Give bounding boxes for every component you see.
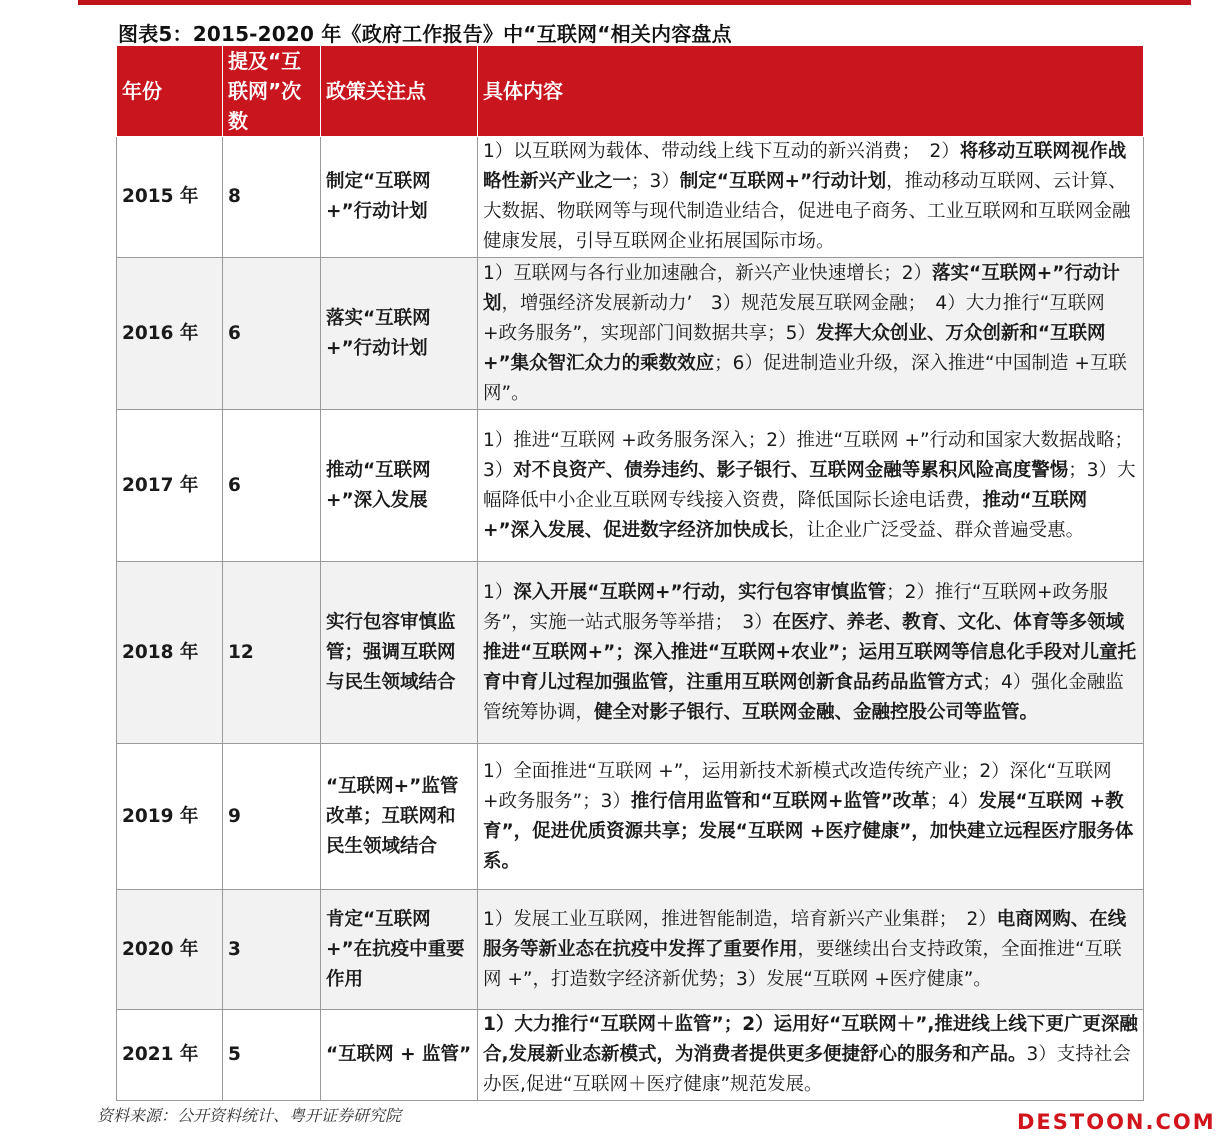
detail-text: 1）推进“互联网 +政务服务深入；2）推进“互联网 +”行动和国家大数据战略；3）	[483, 429, 1134, 481]
detail-emphasis: 推动“互联网 +”深入发展、促进数字经济加快成长	[483, 489, 1088, 541]
detail-text: ；3）大幅降低中小企业互联网专线接入资费，降低国际长途电话费，	[483, 459, 1136, 511]
table-row	[117, 890, 1144, 1010]
detail-text: ，增强经济发展新动力’ 3）规范发展互联网金融； 4）大力推行“互联网+政务服务”，实现部门间数据共享；5）	[483, 292, 1105, 344]
cell-focus: 实行包容审慎监管；强调互联网与民生领域结合	[321, 562, 478, 744]
detail-text: 1）全面推进“互联网 +”，运用新技术新模式改造传统产业；2）深化“互联网+政务服务”；3）	[483, 760, 1112, 812]
cell-detail	[478, 890, 1144, 1010]
detail-text: 1）发展工业互联网，推进智能制造，培育新兴产业集群； 2）	[483, 908, 997, 930]
policy-table	[116, 45, 1144, 1101]
detail-emphasis: 深入开展“互联网+”行动，实行包容审慎监管	[513, 581, 887, 603]
detail-emphasis: 健全对影子银行、互联网金融、金融控股公司等监管。	[594, 701, 1039, 723]
detail-text: ；6）促进制造业升级，深入推进“中国制造 +互联网”。	[483, 352, 1127, 404]
cell-count: 6	[223, 410, 321, 562]
header-year: 年份	[117, 46, 223, 137]
cell-year: 2017 年	[117, 410, 223, 562]
detail-text: 1）以互联网为载体、带动线上线下互动的新兴消费； 2）	[483, 141, 960, 162]
detail-text: 1）互联网与各行业加速融合，新兴产业快速增长；2）	[483, 262, 933, 284]
cell-focus: 落实“互联网+”行动计划	[321, 258, 478, 410]
cell-focus: “互联网 + 监管”	[321, 1010, 478, 1101]
detail-text: ；4）	[929, 790, 979, 812]
header-detail: 具体内容	[478, 46, 1144, 137]
source-note: 资料来源：公开资料统计、粤开证券研究院	[97, 1106, 402, 1125]
watermark-text: DESTOON.COM	[1017, 1110, 1216, 1134]
table-row	[117, 137, 1144, 258]
cell-detail	[478, 562, 1144, 744]
figure-title: 图表5：2015-2020 年《政府工作报告》中“互联网“相关内容盘点	[118, 22, 732, 46]
cell-count: 9	[223, 744, 321, 890]
cell-detail	[478, 1010, 1144, 1101]
cell-detail	[478, 410, 1144, 562]
cell-count: 3	[223, 890, 321, 1010]
cell-count: 8	[223, 137, 321, 258]
detail-text: 3）支持社会办医,促进“互联网＋医疗健康”规范发展。	[483, 1044, 1131, 1095]
detail-emphasis: 发挥大众创业、万众创新和“互联网+”集众智汇众力的乘数效应	[483, 322, 1106, 374]
cell-count: 6	[223, 258, 321, 410]
detail-emphasis: 电商网购、在线服务等新业态在抗疫中发挥了重要作用	[483, 908, 1127, 960]
cell-detail	[478, 137, 1144, 258]
table-row	[117, 410, 1144, 562]
header-count: 提及“互联网”次数	[223, 46, 321, 137]
header-focus: 政策关注点	[321, 46, 478, 137]
cell-detail	[478, 258, 1144, 410]
cell-focus: 肯定“互联网+”在抗疫中重要作用	[321, 890, 478, 1010]
detail-emphasis: 对不良资产、债券违约、影子银行、互联网金融等累积风险高度警惕	[513, 459, 1069, 481]
cell-year: 2019 年	[117, 744, 223, 890]
table-row	[117, 258, 1144, 410]
detail-text: 1）	[483, 581, 514, 603]
detail-text: ，要继续出台支持政策，全面推进“互联网 +”，打造数字经济新优势；3）发展“互联网 +医疗健康”。	[483, 938, 1122, 990]
detail-text: ；4）强化金融监管统筹协调，	[483, 671, 1124, 723]
table-row	[117, 1010, 1144, 1101]
cell-year: 2021 年	[117, 1010, 223, 1101]
cell-focus: 推动“互联网 +”深入发展	[321, 410, 478, 562]
detail-text: ；3）	[631, 171, 680, 192]
cell-year: 2015 年	[117, 137, 223, 258]
table-row	[117, 562, 1144, 744]
cell-count: 12	[223, 562, 321, 744]
cell-detail	[478, 744, 1144, 890]
cell-focus: 制定“互联网+”行动计划	[321, 137, 478, 258]
top-accent-rule	[78, 0, 1191, 5]
detail-text: ，让企业广泛受益、群众普遍受惠。	[788, 519, 1085, 541]
detail-emphasis: 推行信用监管和“互联网+监管”改革	[630, 790, 930, 812]
cell-year: 2016 年	[117, 258, 223, 410]
cell-focus: “互联网+”监管改革；互联网和民生领域结合	[321, 744, 478, 890]
detail-emphasis: 落实“互联网+”行动计划	[483, 262, 1120, 314]
detail-emphasis: 发展“互联网 +教育”，促进优质资源共享；发展“互联网 +医疗健康”，加快建立远程医疗服务体系。	[483, 790, 1134, 872]
watermark-logo	[1017, 1110, 1216, 1134]
table-row	[117, 744, 1144, 890]
cell-count: 5	[223, 1010, 321, 1101]
cell-year: 2018 年	[117, 562, 223, 744]
detail-emphasis: 制定“互联网+”行动计划	[679, 171, 887, 192]
detail-emphasis: 将移动互联网视作战略性新兴产业之一	[483, 141, 1127, 192]
detail-text: ；2）推行“互联网+政务服务”，实施一站式服务等举措； 3）	[483, 581, 1108, 633]
detail-text: ，推动移动互联网、云计算、大数据、物联网等与现代制造业结合，促进电子商务、工业互联网和互联网金融健康发展，引导互联网企业拓展国际市场。	[483, 171, 1131, 252]
detail-emphasis: 在医疗、养老、教育、文化、体育等多领域推进“互联网+”；深入推进“互联网+农业”；运用互联网等信息化手段对儿童托育中育儿过程加强监管，注重用互联网创新食品药品监管方式	[483, 611, 1137, 693]
cell-year: 2020 年	[117, 890, 223, 1010]
detail-emphasis: 1）大力推行“互联网＋监管”；2）运用好“互联网＋”,推进线上线下更广更深融合,发展新业态新模式，为消费者提供更多便捷舒心的服务和产品。	[483, 1014, 1138, 1065]
